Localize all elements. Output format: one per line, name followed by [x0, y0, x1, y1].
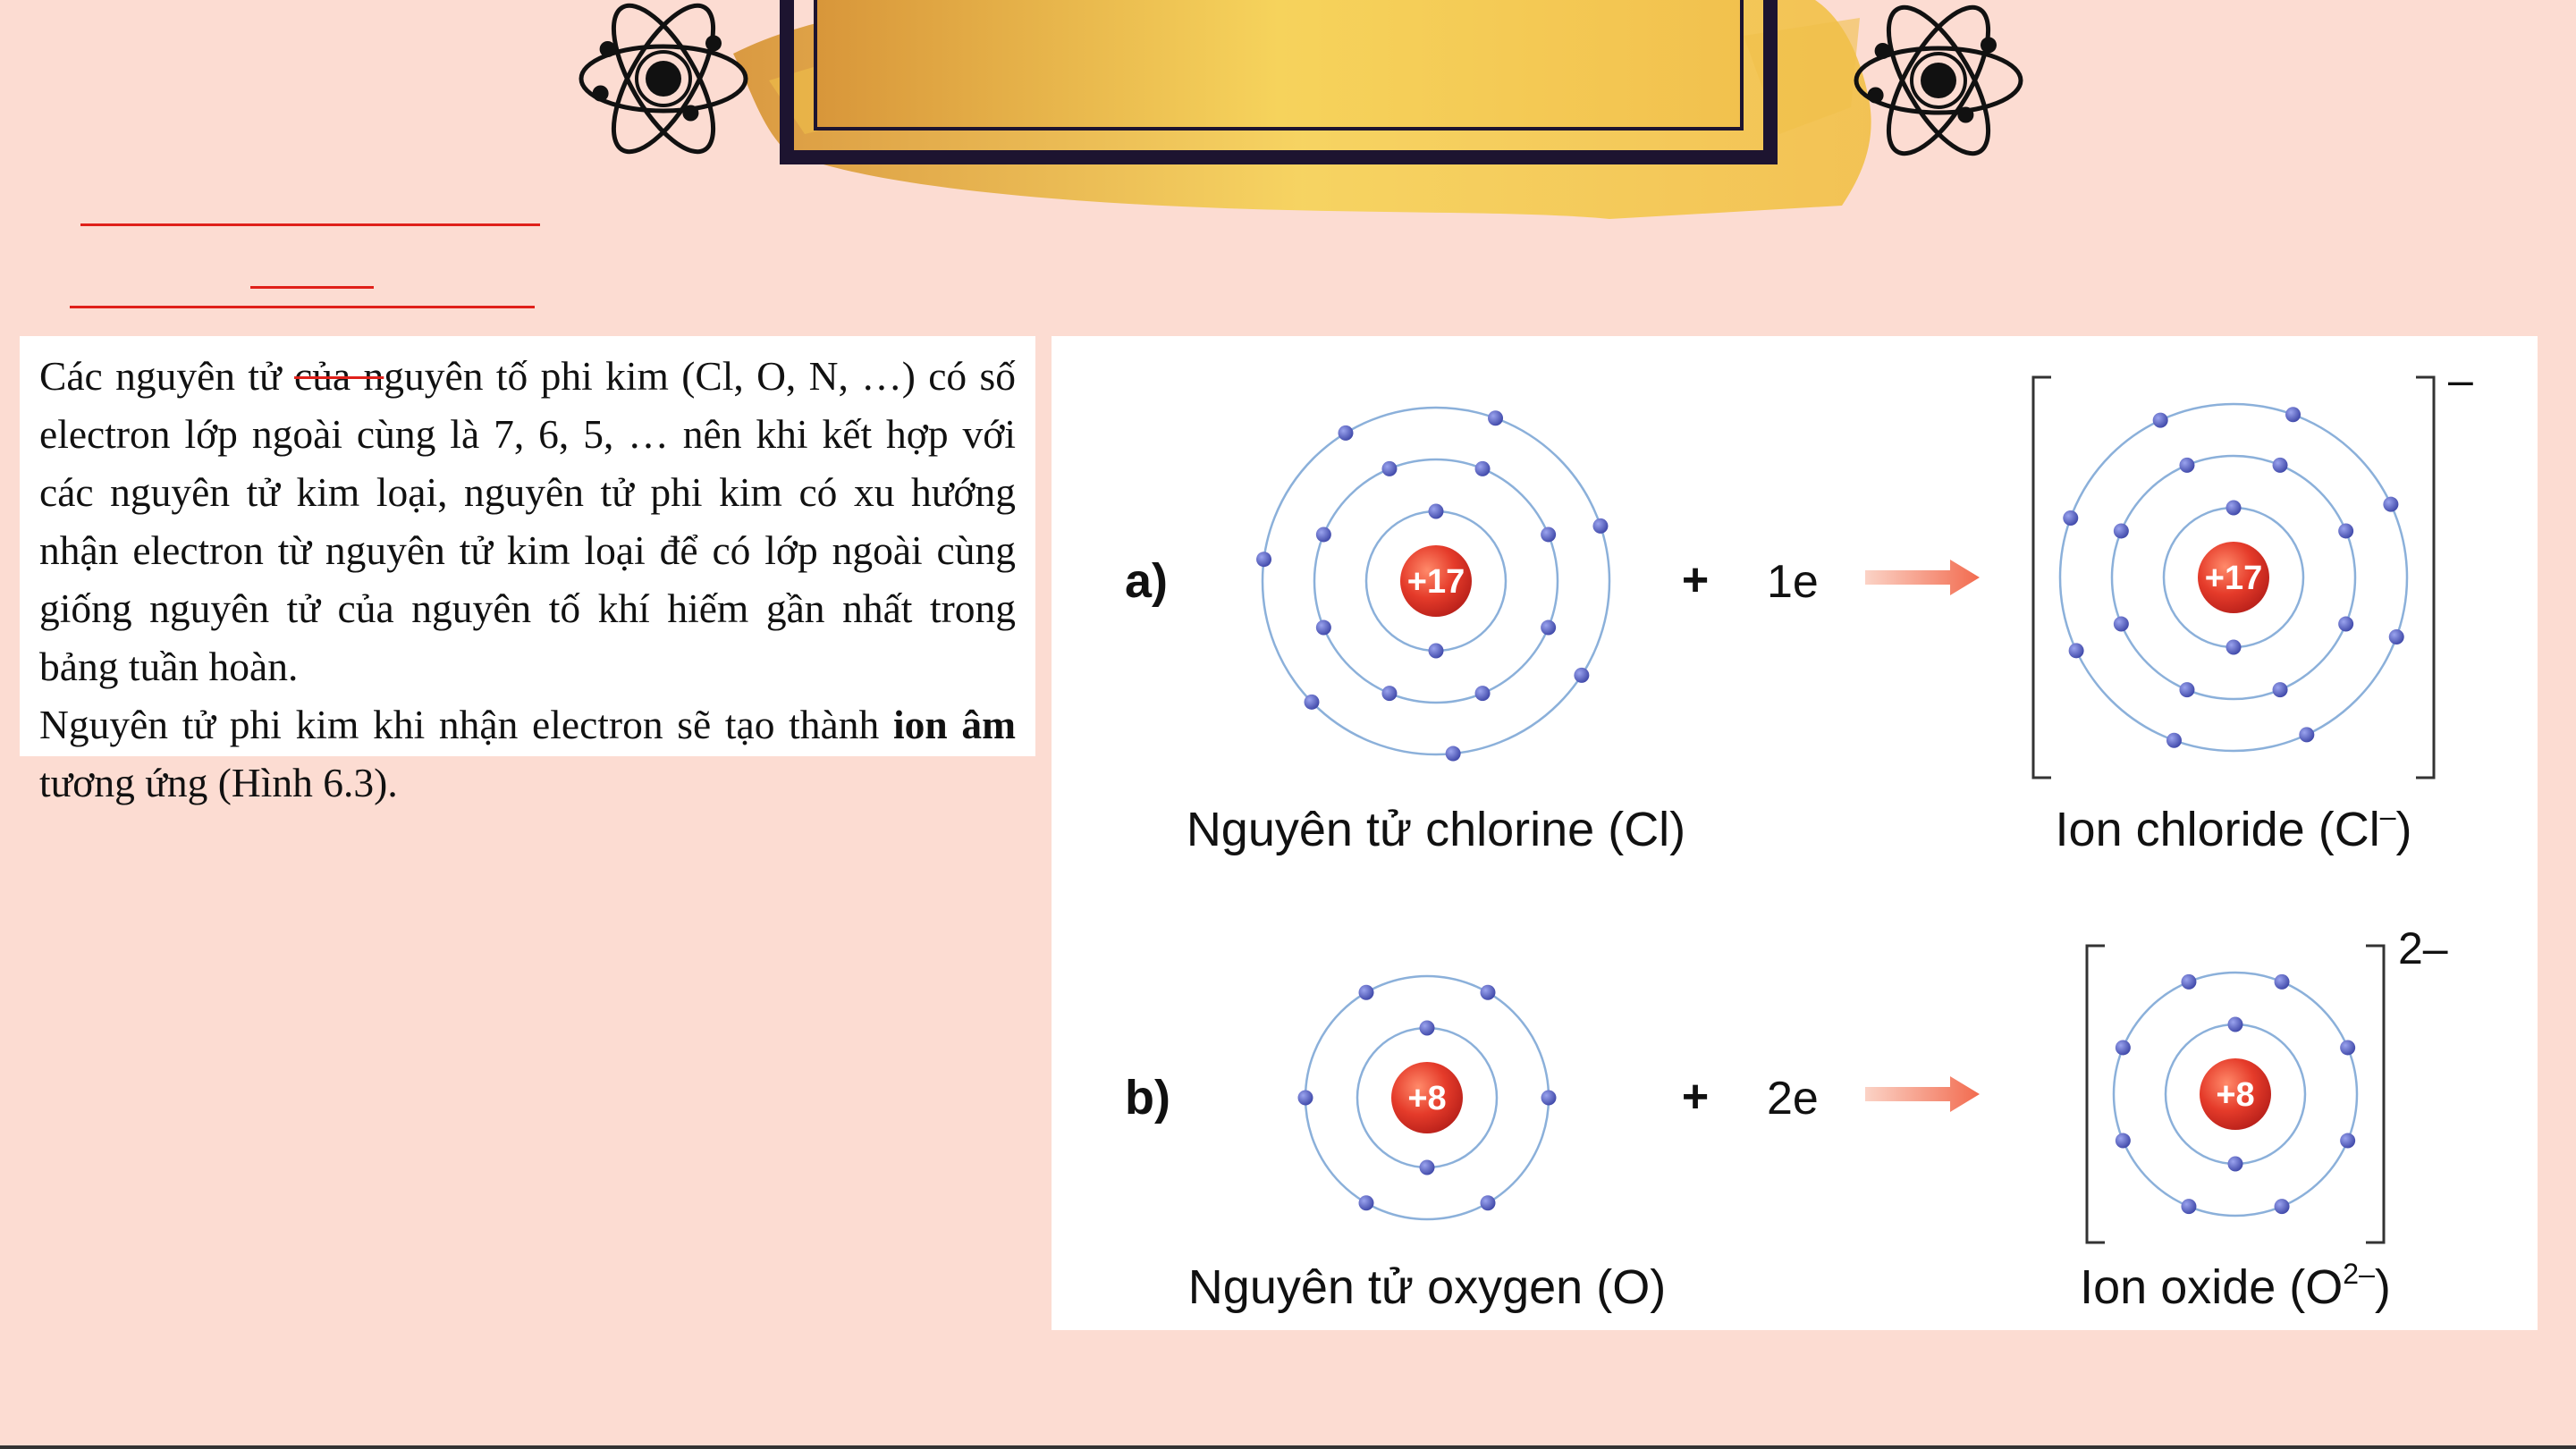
- atom-icon: [581, 0, 746, 166]
- electron: [1481, 985, 1496, 1000]
- plus-sign: +: [1681, 1071, 1710, 1123]
- electron: [2069, 643, 2084, 658]
- electron: [2340, 1040, 2355, 1055]
- text-panel: [20, 336, 1035, 805]
- electron: [2179, 682, 2194, 697]
- electron: [2340, 1133, 2355, 1149]
- bold-term: ion âm: [892, 702, 1016, 747]
- reaction-arrow: [1865, 1076, 1980, 1112]
- paragraph-1: Các nguyên tử của nguyên tố phi kim (Cl, O, N, …) có số electron lớp ngoài cùng là 7, 6, 5, … nên khi kết hợp với các nguyên tử kim loại, nguyên tử phi kim có xu hướng nhận electron từ nguyên tử kim loại để có lớp ngoài cùng giống nguyên tử của nguyên tố khí hiếm gần nhất trong bảng tuần hoàn.: [39, 353, 1016, 689]
- electron: [1541, 620, 1556, 636]
- electron: [1338, 425, 1353, 441]
- electron: [1316, 620, 1331, 636]
- electron: [1475, 461, 1491, 476]
- electron: [2338, 617, 2353, 632]
- electron: [2114, 523, 2129, 538]
- reaction-arrow: [1865, 560, 1980, 595]
- bottom-rule: [0, 1445, 2576, 1449]
- nucleus-charge: +8: [2216, 1076, 2255, 1114]
- electron: [1316, 527, 1331, 542]
- electron: [2338, 523, 2353, 538]
- electron: [2181, 974, 2196, 990]
- ion-charge: –: [2448, 355, 2473, 405]
- atom-caption: Nguyên tử chlorine (Cl): [1186, 803, 1686, 856]
- electron: [1488, 410, 1503, 425]
- figure-panel: [1052, 336, 2538, 1330]
- atom-caption: Nguyên tử oxygen (O): [1187, 1260, 1667, 1314]
- nucleus-charge: +17: [2204, 560, 2263, 597]
- plus-sign: +: [1681, 554, 1710, 606]
- electron: [2116, 1133, 2131, 1149]
- electron-count: 1e: [1767, 556, 1819, 608]
- electron: [1381, 461, 1397, 476]
- ion-caption: Ion chloride (Cl–): [2055, 800, 2412, 856]
- electron: [1420, 1021, 1435, 1036]
- electron: [1574, 668, 1589, 683]
- electron: [2228, 1017, 2243, 1032]
- electron: [2299, 727, 2314, 742]
- struck-text: của n: [294, 353, 384, 399]
- electron: [2273, 682, 2288, 697]
- electron: [2226, 640, 2242, 655]
- electron: [2063, 510, 2078, 526]
- electron: [1298, 1091, 1313, 1106]
- row-label: b): [1125, 1071, 1170, 1125]
- underline-2: [250, 286, 374, 289]
- electron: [1359, 1195, 1374, 1210]
- electron: [1256, 552, 1271, 567]
- underline-3: [70, 306, 535, 308]
- electron: [1592, 518, 1608, 534]
- electron-count: 2e: [1767, 1073, 1819, 1125]
- atom-icon: [1856, 0, 2021, 168]
- electron: [2275, 974, 2290, 990]
- electron: [2116, 1040, 2131, 1055]
- atom-model: [2114, 973, 2357, 1216]
- electron: [2285, 407, 2301, 422]
- electron: [2166, 733, 2182, 748]
- electron: [1429, 504, 1444, 519]
- nucleus-charge: +8: [1407, 1080, 1447, 1117]
- electron: [1420, 1160, 1435, 1175]
- electron: [2226, 501, 2242, 516]
- electron: [1481, 1195, 1496, 1210]
- electron: [2383, 497, 2398, 512]
- electron: [2114, 617, 2129, 632]
- atom-model: [1298, 976, 1557, 1219]
- electron: [2273, 458, 2288, 473]
- atom-model: [1256, 408, 1609, 762]
- electron: [1304, 695, 1319, 710]
- nucleus-charge: +17: [1406, 563, 1465, 601]
- row-label: a): [1125, 554, 1169, 608]
- row-b: [1125, 923, 2448, 1314]
- electron: [1429, 644, 1444, 659]
- electron: [1541, 527, 1556, 542]
- electron: [1446, 746, 1461, 762]
- paragraph-2: Nguyên tử phi kim khi nhận electron sẽ tạo thành ion âm tương ứng (Hình 6.3).: [39, 702, 1016, 805]
- title-banner: [0, 0, 2576, 232]
- atom-model: [2060, 404, 2407, 751]
- electron: [2153, 413, 2168, 428]
- electron: [1541, 1091, 1557, 1106]
- electron: [1475, 686, 1491, 701]
- row-a: [1125, 355, 2473, 856]
- electron: [2179, 458, 2194, 473]
- electron: [2275, 1199, 2290, 1214]
- electron: [1381, 686, 1397, 701]
- electron: [1359, 985, 1374, 1000]
- electron: [2228, 1157, 2243, 1172]
- underline-1: [80, 223, 540, 226]
- ion-charge: 2–: [2398, 923, 2448, 973]
- electron: [2181, 1199, 2196, 1214]
- ion-caption: Ion oxide $(O^{2-})$: [2080, 1258, 2391, 1314]
- ion-formation-diagram: [1052, 336, 2538, 1330]
- electron: [2389, 629, 2404, 644]
